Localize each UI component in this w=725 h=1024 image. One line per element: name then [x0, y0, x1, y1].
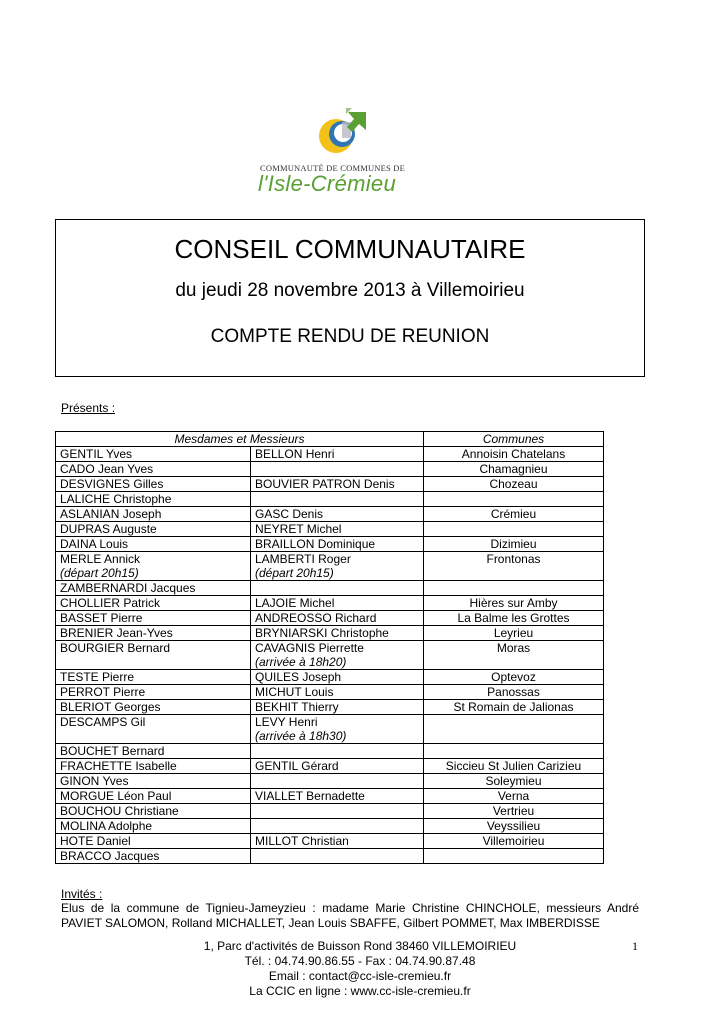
- member-cell-left: [56, 804, 251, 819]
- member-cell-right-text: LAJOIE Michel: [255, 596, 335, 610]
- member-cell-right-text: [255, 774, 419, 788]
- table-row: [56, 477, 604, 492]
- attendance-table: [55, 431, 604, 864]
- member-cell-left: [56, 611, 251, 626]
- member-cell-right: [251, 596, 424, 611]
- commune-cell-text: Dizimieu: [490, 537, 537, 551]
- member-cell-left: [56, 581, 251, 596]
- table-row: [56, 804, 604, 819]
- table-row: [56, 849, 604, 864]
- member-cell-left-text: TESTE Pierre: [60, 670, 135, 684]
- member-cell-right-note: (arrivée à 18h20): [255, 655, 347, 669]
- table-row: [56, 759, 604, 774]
- member-cell-left-text: HOTE Daniel: [60, 834, 131, 848]
- member-cell-right: [251, 641, 424, 670]
- commune-cell-text: Optevoz: [491, 670, 536, 684]
- member-cell-left-text: BASSET Pierre: [60, 611, 143, 625]
- member-cell-left: [56, 537, 251, 552]
- table-row: [56, 462, 604, 477]
- member-cell-right-text: BOUVIER PATRON Denis: [255, 477, 395, 491]
- report-subtitle: COMPTE RENDU DE REUNION: [210, 326, 490, 347]
- page-number: 1: [632, 939, 638, 953]
- member-cell-right-text: MILLOT Christian: [255, 834, 349, 848]
- member-cell-right-text: [255, 581, 419, 595]
- member-cell-right: [251, 447, 424, 462]
- commune-cell: [424, 596, 604, 611]
- table-row: [56, 537, 604, 552]
- commune-cell-text: Moras: [496, 641, 531, 655]
- commune-cell: [424, 834, 604, 849]
- member-cell-right-text: [255, 819, 419, 833]
- member-cell-right-text: CAVAGNIS Pierrette: [255, 641, 364, 655]
- commune-cell: [424, 819, 604, 834]
- commune-cell-text: St Romain de Jalionas: [453, 700, 574, 714]
- member-cell-right: [251, 522, 424, 537]
- member-cell-right-text: [255, 804, 419, 818]
- commune-cell: [424, 700, 604, 715]
- table-row: [56, 507, 604, 522]
- commune-cell-text: [428, 492, 599, 506]
- member-cell-right-text: GENTIL Gérard: [255, 759, 339, 773]
- commune-cell: [424, 447, 604, 462]
- member-cell-right-text: [255, 492, 419, 506]
- commune-cell: [424, 537, 604, 552]
- member-cell-right: [251, 626, 424, 641]
- commune-cell: [424, 611, 604, 626]
- table-row: [56, 700, 604, 715]
- member-cell-left: [56, 522, 251, 537]
- table-row: [56, 685, 604, 700]
- commune-cell-text: Verna: [497, 789, 530, 803]
- member-cell-left-text: ZAMBERNARDI Jacques: [60, 581, 196, 595]
- member-cell-right: [251, 611, 424, 626]
- table-row: [56, 447, 604, 462]
- invites-text: Elus de la commune de Tignieu-Jameyzieu : madame Marie Christine CHINCHOLE, messieurs André PAVIET SALOMON, Rolland MICHALLET, Jean Louis SBAFFE, Gilbert POMMET, Max IMBERDISSE: [61, 901, 639, 930]
- footer-web: La CCIC en ligne : www.cc-isle-cremieu.fr: [249, 984, 471, 998]
- member-cell-right: [251, 462, 424, 477]
- member-cell-right-text: MICHUT Louis: [255, 685, 334, 699]
- commune-cell-text: Hières sur Amby: [469, 596, 558, 610]
- member-cell-left-text: DAINA Louis: [60, 537, 129, 551]
- commune-cell: [424, 581, 604, 596]
- table-row: [56, 670, 604, 685]
- member-cell-right-text: QUILES Joseph: [255, 670, 342, 684]
- commune-cell: [424, 641, 604, 670]
- commune-cell-text: Veyssilieu: [486, 819, 541, 833]
- member-cell-right-text: BELLON Henri: [255, 447, 335, 461]
- member-cell-left: [56, 834, 251, 849]
- member-cell-left: [56, 849, 251, 864]
- member-cell-left-text: BRENIER Jean-Yves: [60, 626, 173, 640]
- member-cell-left: [56, 700, 251, 715]
- member-cell-right-text: GASC Denis: [255, 507, 324, 521]
- table-row: [56, 626, 604, 641]
- table-row: [56, 641, 604, 670]
- footer-address: 1, Parc d'activités de Buisson Rond 38460 VILLEMOIRIEU: [203, 939, 517, 953]
- member-cell-right: [251, 759, 424, 774]
- page-title: CONSEIL COMMUNAUTAIRE: [174, 234, 526, 264]
- member-cell-right: [251, 804, 424, 819]
- commune-cell-text: Villemoirieu: [482, 834, 545, 848]
- member-cell-left-text: MERLE Annick: [60, 552, 141, 566]
- member-cell-right: [251, 685, 424, 700]
- invites-label: Invités :: [61, 887, 103, 901]
- member-cell-left: [56, 492, 251, 507]
- member-cell-right: [251, 477, 424, 492]
- member-cell-left-text: DUPRAS Auguste: [60, 522, 157, 536]
- member-cell-left-text: GINON Yves: [60, 774, 129, 788]
- member-cell-left: [56, 744, 251, 759]
- attendance-table-body: [56, 447, 604, 864]
- commune-cell-text: Crémieu: [490, 507, 537, 521]
- commune-cell-text: Frontonas: [486, 552, 541, 566]
- member-cell-right-text: BRAILLON Dominique: [255, 537, 376, 551]
- commune-cell-text: Chozeau: [489, 477, 538, 491]
- commune-cell-text: Annoisin Chatelans: [461, 447, 566, 461]
- commune-cell: [424, 670, 604, 685]
- member-cell-right-text: [255, 462, 419, 476]
- table-row: [56, 522, 604, 537]
- member-cell-right-note: (arrivée à 18h30): [255, 729, 347, 743]
- member-cell-right: [251, 670, 424, 685]
- member-cell-right-text: LAMBERTI Roger: [255, 552, 351, 566]
- member-cell-right: [251, 744, 424, 759]
- member-cell-left: [56, 477, 251, 492]
- member-cell-left-text: MOLINA Adolphe: [60, 819, 153, 833]
- commune-cell: [424, 804, 604, 819]
- footer: [150, 939, 570, 999]
- member-cell-left-text: MORGUE Léon Paul: [60, 789, 172, 803]
- logo-line-2: l'Isle-Crémieu: [258, 171, 396, 196]
- table-row: [56, 581, 604, 596]
- commune-cell: [424, 685, 604, 700]
- commune-cell-text: Panossas: [487, 685, 540, 699]
- member-cell-right-note: (départ 20h15): [255, 566, 334, 580]
- member-cell-left-text: PERROT Pierre: [60, 685, 146, 699]
- table-header-row: [56, 432, 604, 447]
- commune-cell-text: La Balme les Grottes: [457, 611, 570, 625]
- member-cell-left: [56, 641, 251, 670]
- member-cell-left: [56, 447, 251, 462]
- member-cell-right: [251, 774, 424, 789]
- commune-cell-text: [428, 715, 599, 729]
- member-cell-right-text: BRYNIARSKI Christophe: [255, 626, 389, 640]
- member-cell-left: [56, 759, 251, 774]
- member-cell-right: [251, 492, 424, 507]
- table-row: [56, 715, 604, 744]
- table-row: [56, 744, 604, 759]
- table-row: [56, 789, 604, 804]
- member-cell-left-text: BLERIOT Georges: [60, 700, 161, 714]
- member-cell-right: [251, 789, 424, 804]
- footer-email: Email : contact@cc-isle-cremieu.fr: [268, 969, 452, 983]
- member-cell-left: [56, 774, 251, 789]
- commune-cell: [424, 626, 604, 641]
- member-cell-left: [56, 552, 251, 581]
- commune-cell-text: [428, 522, 599, 536]
- member-cell-left: [56, 715, 251, 744]
- commune-cell: [424, 715, 604, 744]
- member-cell-left-text: DESCAMPS Gil: [60, 715, 146, 729]
- title-box: [55, 219, 645, 377]
- member-cell-left: [56, 507, 251, 522]
- member-cell-left: [56, 626, 251, 641]
- logo-emblem-icon: [312, 108, 372, 160]
- table-row: [56, 552, 604, 581]
- presents-label: Présents :: [61, 401, 116, 415]
- header-communes: Communes: [424, 432, 604, 447]
- logo: [250, 108, 420, 198]
- member-cell-right-text: ANDREOSSO Richard: [255, 611, 377, 625]
- member-cell-right: [251, 715, 424, 744]
- commune-cell: [424, 789, 604, 804]
- commune-cell: [424, 507, 604, 522]
- member-cell-left-text: LALICHE Christophe: [60, 492, 172, 506]
- logo-line-1: COMMUNAUTÉ DE COMMUNES DE: [260, 163, 406, 173]
- footer-phone: Tél. : 04.74.90.86.55 - Fax : 04.74.90.87.48: [244, 954, 476, 968]
- commune-cell-text: [428, 849, 599, 863]
- member-cell-left-text: BOUCHET Bernard: [60, 744, 165, 758]
- member-cell-right: [251, 700, 424, 715]
- commune-cell: [424, 477, 604, 492]
- member-cell-right: [251, 581, 424, 596]
- member-cell-left: [56, 789, 251, 804]
- member-cell-left-text: BOUCHOU Christiane: [60, 804, 179, 818]
- member-cell-right-text: VIALLET Bernadette: [255, 789, 365, 803]
- member-cell-left-text: BOURGIER Bernard: [60, 641, 171, 655]
- member-cell-left: [56, 670, 251, 685]
- member-cell-left-text: GENTIL Yves: [60, 447, 133, 461]
- member-cell-left: [56, 462, 251, 477]
- member-cell-right: [251, 537, 424, 552]
- member-cell-left-text: FRACHETTE Isabelle: [60, 759, 177, 773]
- table-row: [56, 492, 604, 507]
- commune-cell: [424, 552, 604, 581]
- member-cell-left: [56, 685, 251, 700]
- commune-cell: [424, 522, 604, 537]
- commune-cell-text: Soleymieu: [485, 774, 542, 788]
- table-row: [56, 834, 604, 849]
- commune-cell: [424, 774, 604, 789]
- member-cell-left-text: DESVIGNES Gilles: [60, 477, 164, 491]
- meeting-date: du jeudi 28 novembre 2013 à Villemoirieu: [175, 280, 525, 301]
- member-cell-right-text: [255, 849, 419, 863]
- member-cell-left-note: (départ 20h15): [60, 566, 139, 580]
- member-cell-left-text: ASLANIAN Joseph: [60, 507, 162, 521]
- member-cell-right-text: LEVY Henri: [255, 715, 318, 729]
- commune-cell: [424, 849, 604, 864]
- commune-cell-text: Chamagnieu: [479, 462, 548, 476]
- member-cell-right-text: NEYRET Michel: [255, 522, 342, 536]
- commune-cell-text: [428, 744, 599, 758]
- member-cell-right: [251, 834, 424, 849]
- member-cell-left: [56, 596, 251, 611]
- header-members: Mesdames et Messieurs: [56, 432, 424, 447]
- commune-cell-text: Siccieu St Julien Carizieu: [445, 759, 582, 773]
- commune-cell: [424, 759, 604, 774]
- table-row: [56, 596, 604, 611]
- member-cell-right-text: [255, 744, 419, 758]
- member-cell-right: [251, 552, 424, 581]
- member-cell-left: [56, 819, 251, 834]
- member-cell-right: [251, 849, 424, 864]
- member-cell-right-text: BEKHIT Thierry: [255, 700, 339, 714]
- member-cell-right: [251, 819, 424, 834]
- commune-cell: [424, 492, 604, 507]
- member-cell-left-text: BRACCO Jacques: [60, 849, 160, 863]
- commune-cell-text: [428, 581, 599, 595]
- member-cell-right: [251, 507, 424, 522]
- commune-cell: [424, 744, 604, 759]
- table-row: [56, 819, 604, 834]
- commune-cell-text: Leyrieu: [493, 626, 534, 640]
- table-row: [56, 611, 604, 626]
- table-row: [56, 774, 604, 789]
- commune-cell-text: Vertrieu: [492, 804, 535, 818]
- member-cell-left-text: CADO Jean Yves: [60, 462, 154, 476]
- commune-cell: [424, 462, 604, 477]
- member-cell-left-text: CHOLLIER Patrick: [60, 596, 161, 610]
